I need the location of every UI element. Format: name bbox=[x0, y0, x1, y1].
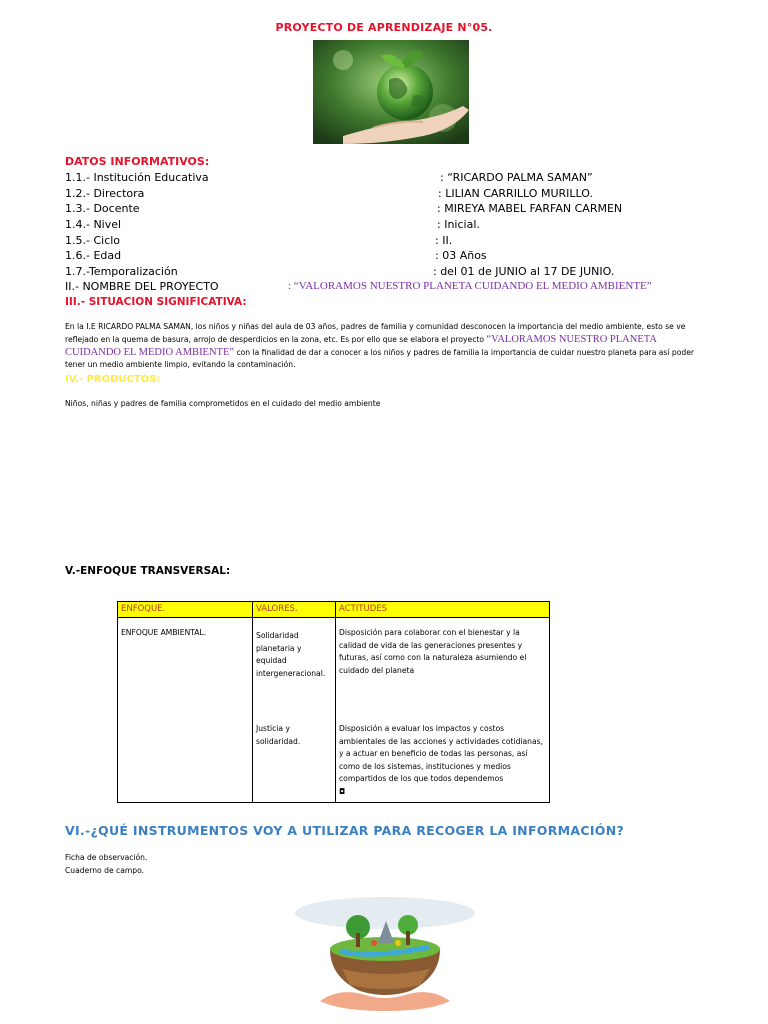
table-row bbox=[118, 618, 550, 718]
instrumento-item-ficha: Ficha de observación. bbox=[65, 853, 148, 862]
situacion-header: III.- SITUACION SIGNIFICATIVA: bbox=[65, 296, 247, 308]
datos-label-edad: 1.6.- Edad bbox=[65, 249, 122, 262]
datos-label-directora: 1.2.- Directora bbox=[65, 187, 145, 200]
table-header-row bbox=[118, 602, 550, 618]
table-header-valores: VALORES. bbox=[253, 602, 336, 618]
situacion-highlight: “VALORAMOS NUESTRO PLANETA CUIDANDO EL MEDIO AMBIENTE” bbox=[65, 333, 657, 358]
valor-text-2: Justicia y solidaridad. bbox=[256, 724, 301, 746]
table-header-enfoque: ENFOQUE. bbox=[118, 602, 253, 618]
datos-header: DATOS INFORMATIVOS: bbox=[65, 155, 210, 168]
datos-label-nivel: 1.4.- Nivel bbox=[65, 218, 122, 231]
actitud-cell-2 bbox=[336, 717, 550, 803]
datos-value-directora: : LILIAN CARRILLO MURILLO. bbox=[438, 187, 593, 200]
enfoque-cell bbox=[118, 618, 253, 803]
datos-label-temporalizacion: 1.7.-Temporalización bbox=[65, 265, 178, 278]
page-title: PROYECTO DE APRENDIZAJE N°05. bbox=[275, 21, 493, 34]
datos-value-nivel: : Inicial. bbox=[437, 218, 480, 231]
instrumento-item-cuaderno: Cuaderno de campo. bbox=[65, 866, 144, 875]
instrumentos-header: VI.-¿QUÉ INSTRUMENTOS VOY A UTILIZAR PARA RECOGER LA INFORMACIÓN? bbox=[65, 823, 625, 838]
situacion-text-part2: con la finalidad de dar a conocer a los niños y padres de familia la importancia de cuidar nuestro planeta para así poder tener un medio ambiente limpio, evitando la contaminación. bbox=[65, 347, 694, 370]
valor-text-1: Solidaridad planetaria y equidad intergeneracional. bbox=[256, 631, 326, 678]
productos-text: Niños, niñas y padres de familia comprometidos en el cuidado del medio ambiente bbox=[65, 399, 381, 408]
proyecto-value: : “VALORAMOS NUESTRO PLANETA CUIDANDO EL MEDIO AMBIENTE” bbox=[288, 280, 652, 292]
proyecto-label: II.- NOMBRE DEL PROYECTO bbox=[65, 280, 219, 293]
productos-header: IV.- PRODUCTOS: bbox=[65, 374, 161, 385]
enfoque-ambiental-text: ENFOQUE AMBIENTAL. bbox=[121, 628, 207, 637]
enfoque-header: V.-ENFOQUE TRANSVERSAL: bbox=[65, 565, 231, 577]
datos-value-edad: : 03 Años bbox=[435, 249, 487, 262]
actitud-text-2: Disposición a evaluar los impactos y costos ambientales de las acciones y actividades cotidianas, y a actuar en beneficio de todas las personas, así como de los sistemas, instituciones y medios compartidos de los que todos dependemos bbox=[339, 724, 543, 784]
situacion-paragraph bbox=[65, 321, 705, 372]
datos-label-institucion: 1.1.- Institución Educativa bbox=[65, 171, 209, 184]
datos-label-ciclo: 1.5.- Ciclo bbox=[65, 234, 121, 247]
datos-value-temporalizacion: : del 01 de JUNIO al 17 DE JUNIO. bbox=[433, 265, 615, 278]
datos-value-ciclo: : II. bbox=[435, 234, 453, 247]
valor-cell-1 bbox=[253, 618, 336, 718]
datos-value-docente: : MIREYA MABEL FARFAN CARMEN bbox=[437, 202, 623, 215]
bullet-icon: ◘ bbox=[339, 786, 346, 796]
globe-in-hand-image bbox=[313, 40, 469, 144]
valor-cell-2 bbox=[253, 717, 336, 803]
datos-value-institucion: : “RICARDO PALMA SAMAN” bbox=[440, 171, 593, 184]
table-header-actitudes: ACTITUDES bbox=[336, 602, 550, 618]
datos-label-docente: 1.3.- Docente bbox=[65, 202, 140, 215]
actitud-text-1: Disposición para colaborar con el bienestar y la calidad de vida de las generaciones presentes y futuras, así como con la naturaleza asumiendo el cuidado del planeta bbox=[339, 628, 527, 675]
earth-island-hands-image bbox=[290, 893, 480, 1013]
actitud-cell-1 bbox=[336, 618, 550, 718]
situacion-text-part1: En la I.E RICARDO PALMA SAMAN, los niños y niñas del aula de 03 años, padres de familia y comunidad desconocen la importancia del medio ambiente, esto se ve reflejado en la quema de basura, arrojo de desperdicios en la zona, etc. Es por ello que se elabora el proyecto bbox=[65, 322, 686, 344]
enfoque-table bbox=[117, 601, 550, 803]
